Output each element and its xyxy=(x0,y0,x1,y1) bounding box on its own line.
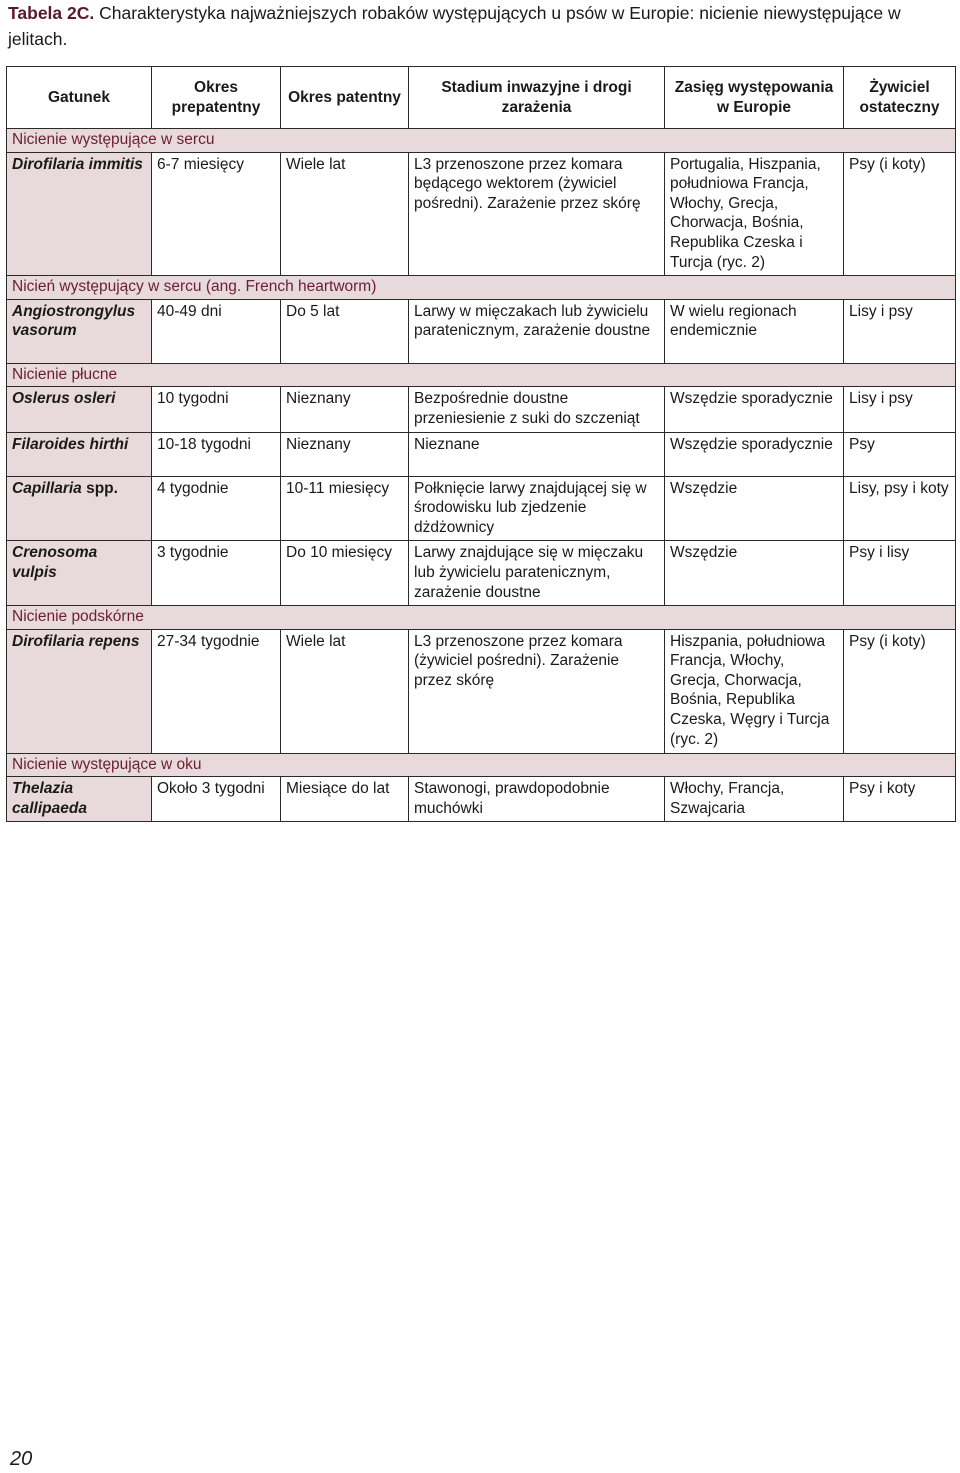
patent-cell: 10-11 miesięcy xyxy=(281,476,409,541)
patent-cell: Nieznany xyxy=(281,387,409,432)
patent-cell: Wiele lat xyxy=(281,629,409,753)
nematodes-table xyxy=(6,66,956,822)
table-body xyxy=(7,129,956,822)
table-row xyxy=(7,541,956,606)
header-prepatent: Okres prepatentny xyxy=(152,67,281,129)
range-cell: W wielu regionach endemicznie xyxy=(665,299,844,363)
species-cell xyxy=(7,152,152,276)
section-title: Nicienie podskórne xyxy=(7,606,956,630)
section-row xyxy=(7,753,956,777)
species-cell xyxy=(7,299,152,363)
species-name: Thelazia callipaeda xyxy=(12,780,87,817)
patent-cell: Nieznany xyxy=(281,432,409,476)
section-title: Nicienie występujące w sercu xyxy=(7,129,956,153)
species-name: Capillaria xyxy=(12,479,82,497)
section-row xyxy=(7,276,956,300)
range-cell: Wszędzie sporadycznie xyxy=(665,432,844,476)
header-row xyxy=(7,67,956,129)
table-row xyxy=(7,387,956,432)
species-cell xyxy=(7,476,152,541)
header-patent: Okres patentny xyxy=(281,67,409,129)
range-cell: Wszędzie xyxy=(665,541,844,606)
host-cell: Lisy, psy i koty xyxy=(844,476,956,541)
host-cell: Psy (i koty) xyxy=(844,629,956,753)
section-title: Nicień występujący w sercu (ang. French heartworm) xyxy=(7,276,956,300)
species-cell xyxy=(7,387,152,432)
caption-text: Charakterystyka najważniejszych robaków występujących u psów w Europie: nicienie niewystępujące w jelitach. xyxy=(8,3,901,49)
patent-cell: Do 5 lat xyxy=(281,299,409,363)
range-cell: Portugalia, Hiszpania, południowa Francja, Włochy, Grecja, Chorwacja, Bośnia, Republika Czeska i Turcja (ryc. 2) xyxy=(665,152,844,276)
species-cell xyxy=(7,777,152,822)
range-cell: Wszędzie xyxy=(665,476,844,541)
stage-cell: L3 przenoszone przez komara (żywiciel pośredni). Zarażenie przez skórę xyxy=(409,629,665,753)
header-host: Żywiciel ostateczny xyxy=(844,67,956,129)
stage-cell: Larwy znajdujące się w mięczaku lub żywicielu paratenicznym, zarażenie doustne xyxy=(409,541,665,606)
host-cell: Psy i koty xyxy=(844,777,956,822)
table-row xyxy=(7,432,956,476)
header-species: Gatunek xyxy=(7,67,152,129)
host-cell: Psy i lisy xyxy=(844,541,956,606)
prepatent-cell: 6-7 miesięcy xyxy=(152,152,281,276)
host-cell: Lisy i psy xyxy=(844,299,956,363)
prepatent-cell: 10-18 tygodni xyxy=(152,432,281,476)
stage-cell: Nieznane xyxy=(409,432,665,476)
table-row xyxy=(7,629,956,753)
prepatent-cell: 4 tygodnie xyxy=(152,476,281,541)
species-name: Angiostrongylus vasorum xyxy=(12,302,136,340)
patent-cell: Miesiące do lat xyxy=(281,777,409,822)
range-cell: Włochy, Francja, Szwajcaria xyxy=(665,777,844,822)
species-name: Crenosoma vulpis xyxy=(12,544,98,581)
prepatent-cell: Około 3 tygodni xyxy=(152,777,281,822)
section-title: Nicienie płucne xyxy=(7,363,956,387)
stage-cell: Larwy w mięczakach lub żywicielu paratenicznym, zarażenie doustne xyxy=(409,299,665,363)
range-cell: Hiszpania, południowa Francja, Włochy, Grecja, Chorwacja, Bośnia, Republika Czeska, Węgry i Turcja (ryc. 2) xyxy=(665,629,844,753)
stage-cell: Bezpośrednie doustne przeniesienie z suki do szczeniąt xyxy=(409,387,665,432)
prepatent-cell: 27-34 tygodnie xyxy=(152,629,281,753)
prepatent-cell: 40-49 dni xyxy=(152,299,281,363)
host-cell: Lisy i psy xyxy=(844,387,956,432)
species-name: Oslerus osleri xyxy=(12,390,116,408)
section-row xyxy=(7,129,956,153)
species-name: Dirofilaria immitis xyxy=(12,155,143,173)
section-title: Nicienie występujące w oku xyxy=(7,753,956,777)
patent-cell: Do 10 miesięcy xyxy=(281,541,409,606)
section-row xyxy=(7,363,956,387)
species-suffix: spp. xyxy=(81,479,118,497)
table-row xyxy=(7,777,956,822)
species-cell xyxy=(7,629,152,753)
species-name: Filaroides hirthi xyxy=(12,435,129,453)
stage-cell: L3 przenoszone przez komara będącego wektorem (żywiciel pośredni). Zarażenie przez skórę xyxy=(409,152,665,276)
prepatent-cell: 3 tygodnie xyxy=(152,541,281,606)
species-name: Dirofilaria repens xyxy=(12,632,140,650)
table-row xyxy=(7,299,956,363)
species-cell xyxy=(7,432,152,476)
table-caption xyxy=(8,0,948,52)
species-cell xyxy=(7,541,152,606)
host-cell: Psy xyxy=(844,432,956,476)
prepatent-cell: 10 tygodni xyxy=(152,387,281,432)
patent-cell: Wiele lat xyxy=(281,152,409,276)
host-cell: Psy (i koty) xyxy=(844,152,956,276)
table-row xyxy=(7,152,956,276)
caption-label: Tabela 2C. xyxy=(8,3,95,23)
header-stage: Stadium inwazyjne i drogi zarażenia xyxy=(409,67,665,129)
page-number: 20 xyxy=(10,1448,33,1470)
stage-cell: Połknięcie larwy znajdującej się w środowisku lub zjedzenie dżdżownicy xyxy=(409,476,665,541)
section-row xyxy=(7,606,956,630)
header-range: Zasięg występowania w Europie xyxy=(665,67,844,129)
table-row xyxy=(7,476,956,541)
stage-cell: Stawonogi, prawdopodobnie muchówki xyxy=(409,777,665,822)
range-cell: Wszędzie sporadycznie xyxy=(665,387,844,432)
